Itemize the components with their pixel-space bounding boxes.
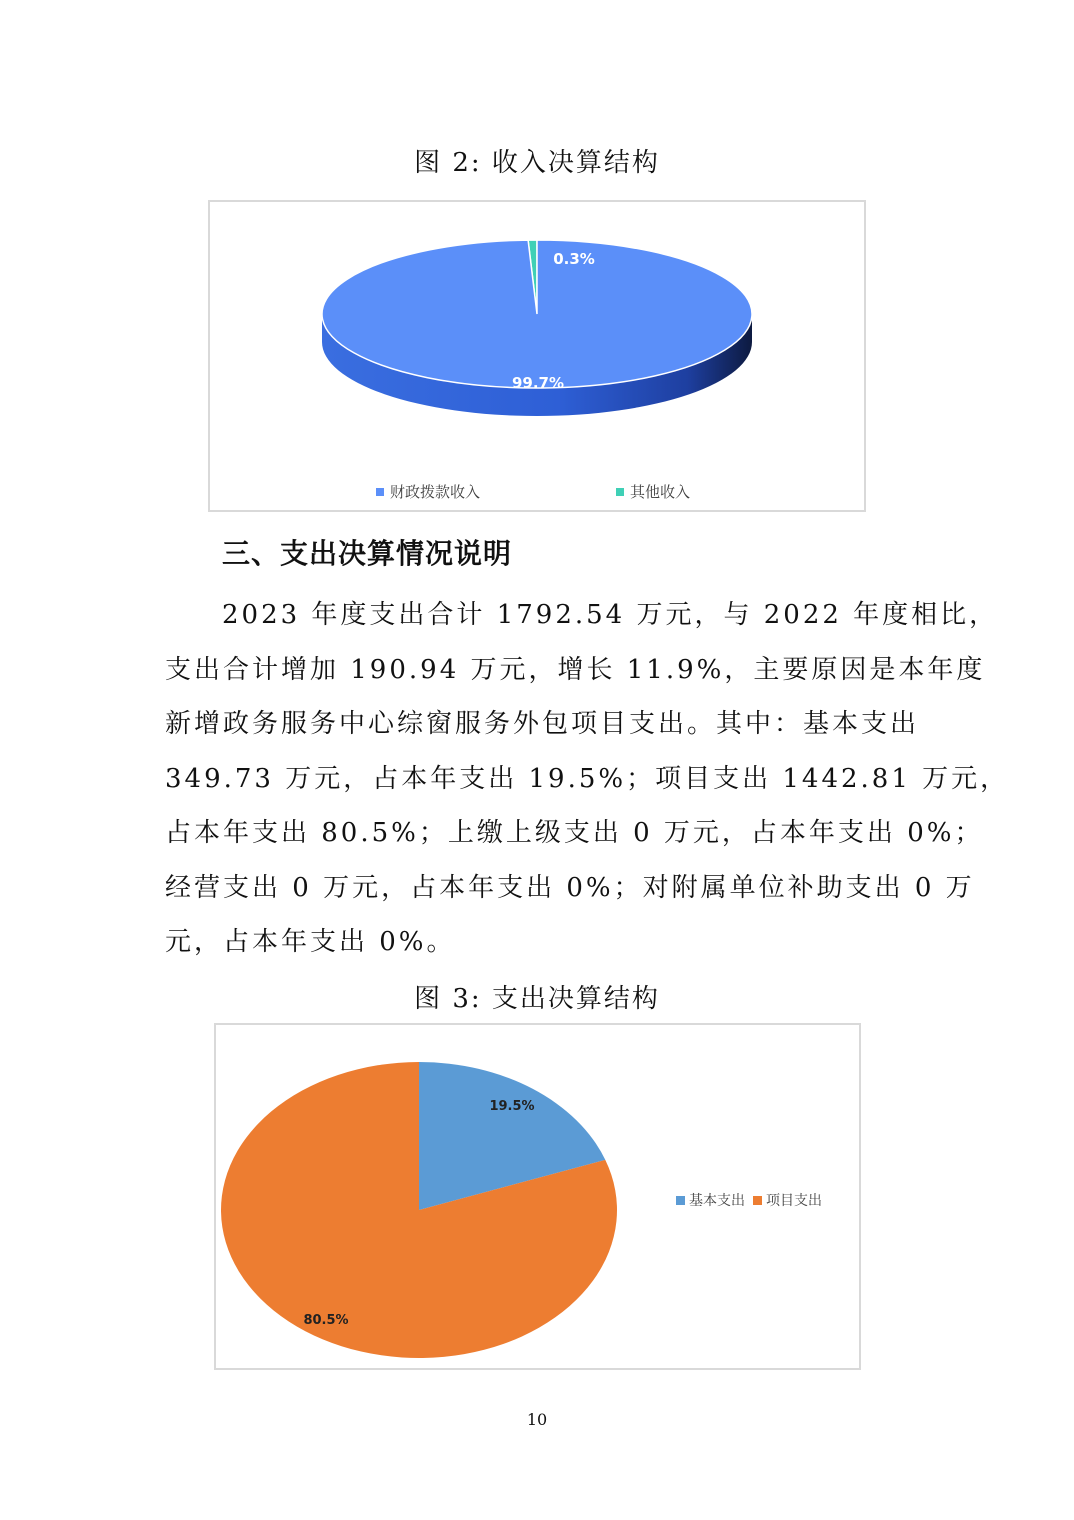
section-heading: 三、支出决算情况说明	[222, 537, 513, 570]
paragraph-line: 支出合计增加 190.94 万元，增长 11.9%，主要原因是本年度	[165, 654, 986, 685]
figure2-legend-item-caizheng	[376, 481, 480, 502]
page-number: 10	[526, 1410, 548, 1429]
paragraph-line: 2023 年度支出合计 1792.54 万元，与 2022 年度相比，	[222, 600, 999, 630]
figure3-data-label-xiangmu: 80.5%	[303, 1313, 349, 1328]
legend-swatch	[616, 488, 624, 496]
legend-label: 其他收入	[630, 483, 691, 501]
paragraph-line: 新增政务服务中心综窗服务外包项目支出。其中：基本支出	[165, 709, 920, 739]
figure3-chart	[214, 1023, 861, 1370]
section-paragraph	[165, 588, 1010, 970]
figure3-data-label-jiben: 19.5%	[489, 1099, 535, 1114]
figure2-chart	[208, 200, 866, 512]
paragraph-line: 占本年支出 80.5%；上缴上级支出 0 万元，占本年支出 0%；	[165, 818, 984, 848]
figure3-legend	[676, 1190, 822, 1210]
legend-swatch	[676, 1196, 685, 1205]
legend-label: 财政拨款收入	[390, 483, 481, 501]
figure2-slice-caizheng	[322, 240, 752, 388]
legend-swatch	[753, 1196, 762, 1205]
legend-label: 基本支出	[689, 1193, 745, 1209]
paragraph-line: 经营支出 0 万元，占本年支出 0%；对附属单位补助支出 0 万	[165, 872, 975, 903]
paragraph-line: 元，占本年支出 0%。	[165, 927, 456, 957]
figure2-data-label-caizheng: 99.7%	[511, 374, 565, 392]
figure2-legend-item-qita	[616, 481, 690, 502]
paragraph-line: 349.73 万元，占本年支出 19.5%；项目支出 1442.81 万元，	[165, 763, 1010, 794]
legend-label: 项目支出	[766, 1193, 822, 1209]
legend-swatch	[376, 488, 384, 496]
figure3-caption: 图 3: 支出决算结构	[414, 984, 660, 1014]
figure2-caption: 图 2: 收入决算结构	[414, 148, 660, 178]
figure2-pie-svg	[210, 202, 868, 514]
figure2-data-label-qita: 0.3%	[553, 250, 595, 268]
